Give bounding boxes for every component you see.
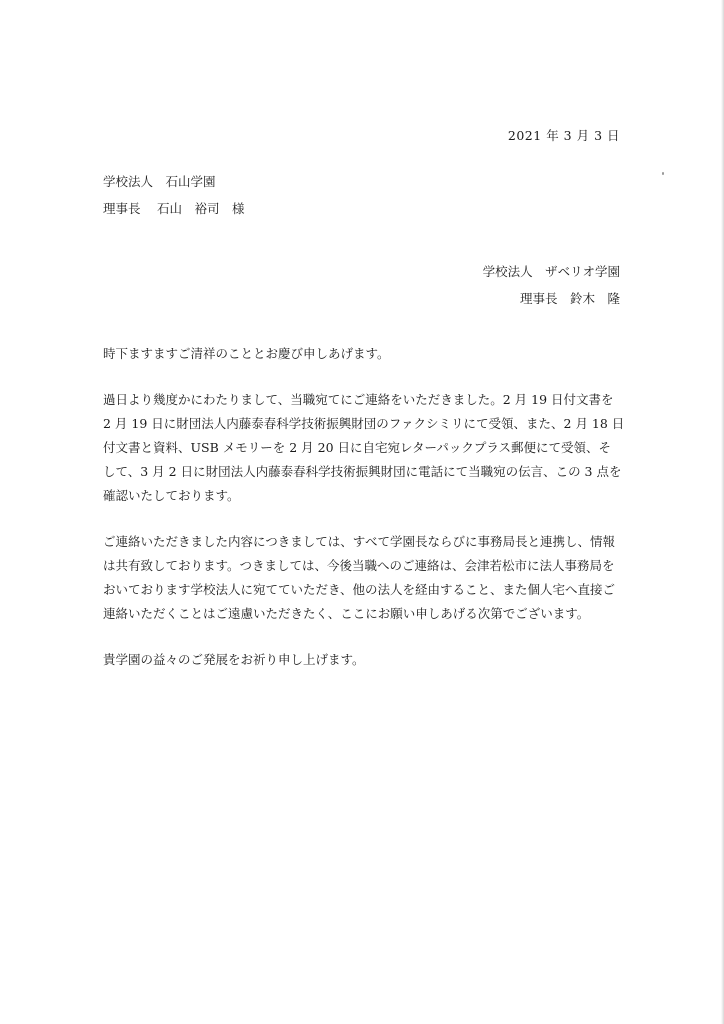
greeting-paragraph <box>103 342 623 366</box>
sender-block <box>483 258 620 312</box>
paragraph-line: して、3 月 2 日に財団法人内藤泰春科学技術振興財団に電話にて当職宛の伝言、この 3 点を <box>103 464 622 479</box>
recipient-org: 学校法人 石山学園 <box>103 174 216 189</box>
paragraph-line: 2 月 19 日に財団法人内藤泰春科学技術振興財団のファクシミリにて受領、また、2 月 18 日 <box>103 416 625 431</box>
paragraph-line: ご連絡いただきました内容につきましては、すべて学園長ならびに事務局長と連携し、情報 <box>103 534 616 549</box>
letter-date: 2021 年 3 月 3 日 <box>507 128 620 143</box>
letter-body <box>103 342 623 672</box>
request-paragraph <box>103 530 623 626</box>
sender-org: 学校法人 ザベリオ学園 <box>482 264 620 279</box>
paragraph-line: おいております学校法人に宛てていただき、他の法人を経由すること、また個人宅へ直接ご <box>103 582 616 597</box>
paragraph-line: 時下ますますご清祥のこととお慶び申しあげます。 <box>103 346 390 361</box>
sender-name: 理事長 鈴木 隆 <box>519 291 620 306</box>
recipient-block <box>103 168 244 222</box>
paragraph-line: は共有致しております。つきましては、今後当職へのご連絡は、会津若松市に法人事務局を <box>103 558 615 573</box>
paragraph-line: 連絡いただくことはご遠慮いただきたく、ここにお願い申しあげる次第でございます。 <box>103 606 590 621</box>
paragraph-line: 確認いたしております。 <box>103 488 240 503</box>
paragraph-line: 付文書と資料、USB メモリーを 2 月 20 日に自宅宛レターパックプラス郵便にて受領、そ <box>103 440 612 455</box>
paragraph-line: 貴学園の益々のご発展をお祈り申し上げます。 <box>103 652 365 667</box>
recipient-name: 理事長 石山 裕司 様 <box>103 201 245 216</box>
contact-history-paragraph <box>103 388 623 508</box>
closing-paragraph <box>103 648 623 672</box>
paragraph-line: 過日より幾度かにわたりまして、当職宛てにご連絡をいただきました。2 月 19 日付文書を <box>103 392 614 407</box>
scan-speck <box>662 172 664 175</box>
